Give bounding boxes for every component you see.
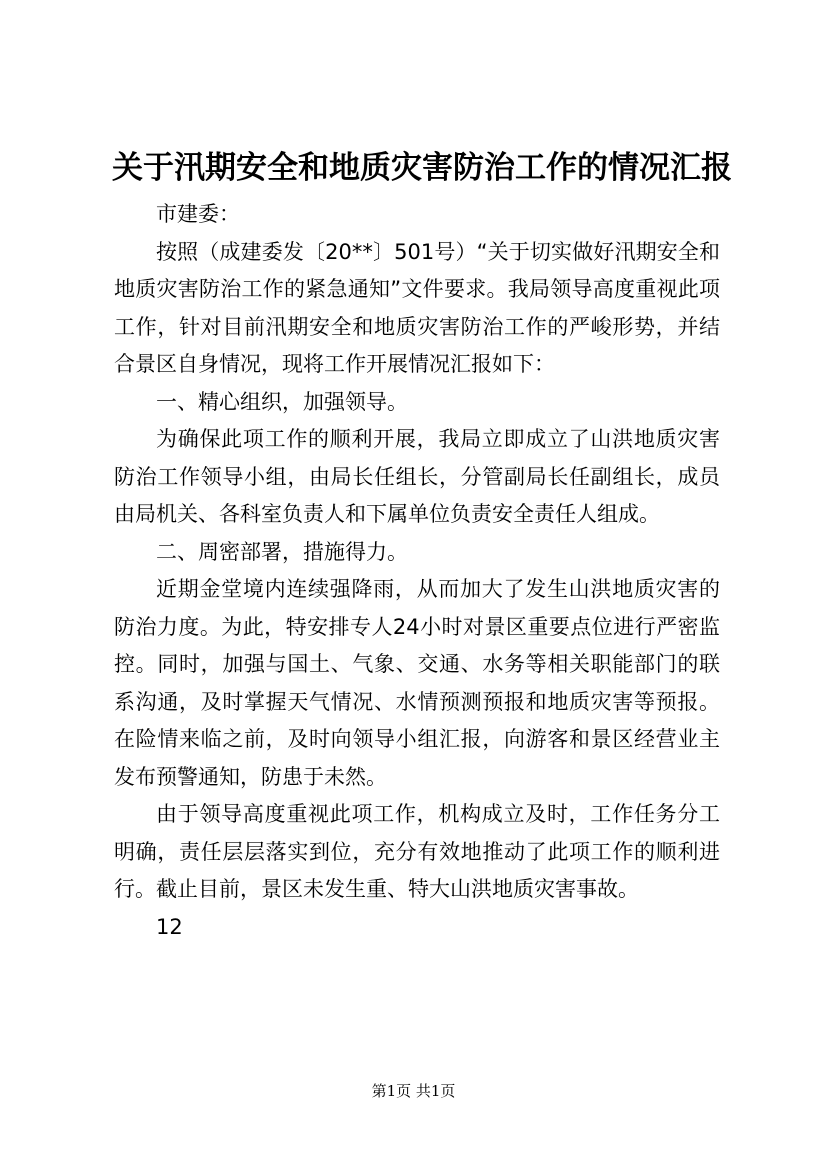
paragraph-conclusion: 由于领导高度重视此项工作，机构成立及时，工作任务分工明确，责任层层落实到位，充分有效地推动了此项工作的顺利进行。截止目前，景区未发生重、特大山洪地质灾害事故。	[114, 802, 720, 901]
section-heading-1: 一、精心组织，加强领导。	[156, 389, 408, 414]
paragraph-measures: 近期金堂境内连续强降雨，从而加大了发生山洪地质灾害的防治力度。为此，特安排专人24小时对景区重要点位进行严密监控。同时，加强与国土、气象、交通、水务等相关职能部门的联系沟通，及时掌握天气情况、水情预测预报和地质灾害等预报。在险情来临之前，及时向领导小组汇报，向游客和景区经营业主发布预警通知，防患于未然。	[114, 577, 720, 789]
salutation: 市建委：	[156, 202, 240, 226]
paragraph-organization: 为确保此项工作的顺利开展，我局立即成立了山洪地质灾害防治工作领导小组，由局长任组长，分管副局长任副组长，成员由局机关、各科室负责人和下属单位负责安全责任人组成。	[114, 427, 720, 526]
document-title: 关于汛期安全和地质灾害防治工作的情况汇报	[112, 150, 732, 186]
paragraph-intro: 按照（成建委发〔20**〕501号）“关于切实做好汛期安全和地质灾害防治工作的紧急通知”文件要求。我局领导高度重视此项工作，针对目前汛期安全和地质灾害防治工作的严峻形势，并结合景区自身情况，现将工作开展情况汇报如下：	[114, 239, 720, 376]
section-heading-2: 二、周密部署，措施得力。	[156, 539, 408, 564]
paragraph-number: 12	[156, 914, 183, 939]
page-footer: 第1页 共1页	[371, 1082, 456, 1100]
document-body	[114, 196, 720, 946]
